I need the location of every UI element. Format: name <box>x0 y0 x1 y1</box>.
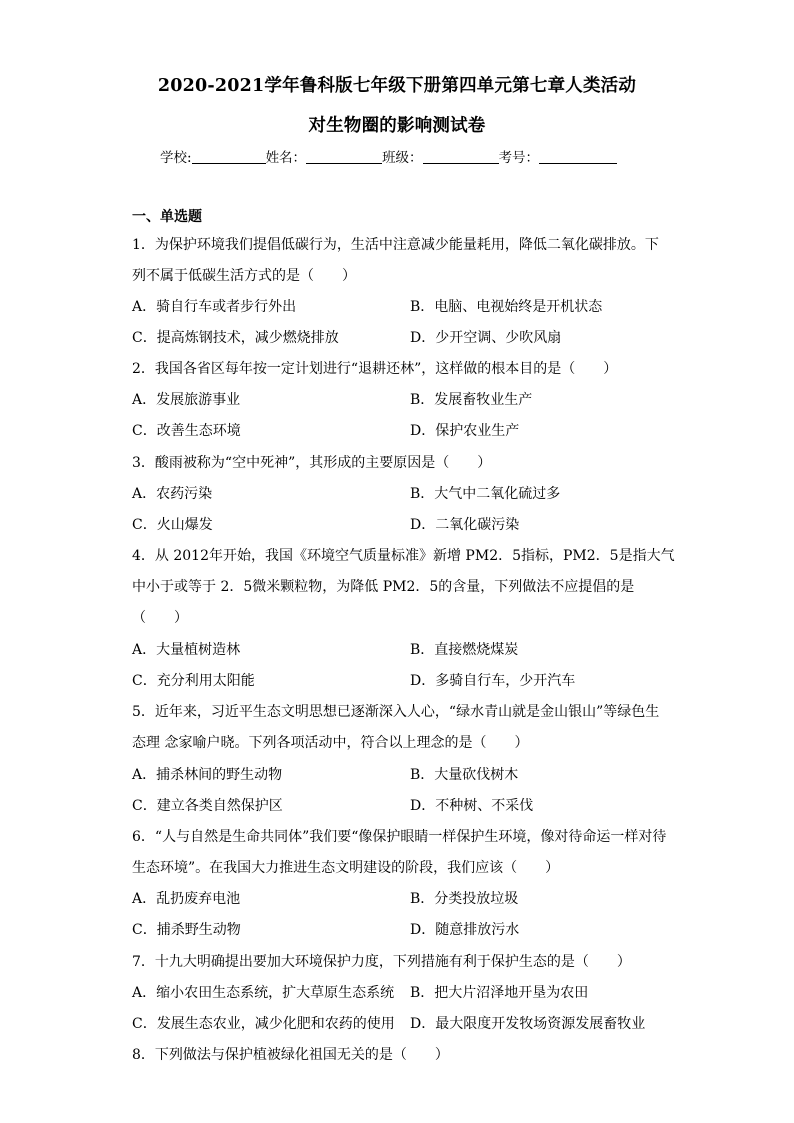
question-3-option-a[interactable]: A．农药污染 <box>132 486 213 502</box>
exam-number-blank[interactable] <box>539 149 617 164</box>
question-6-option-c[interactable]: C．捕杀野生动物 <box>132 922 241 938</box>
question-2-option-b[interactable]: B．发展畜牧业生产 <box>410 392 533 408</box>
question-4-option-a[interactable]: A．大量植树造林 <box>132 642 241 658</box>
question-4-line-3: （ ） <box>132 610 188 626</box>
question-6-option-d[interactable]: D．随意排放污水 <box>410 922 520 938</box>
class-label: 班级： <box>382 150 423 166</box>
school-label: 学校: <box>160 150 192 166</box>
question-3-option-b[interactable]: B．大气中二氧化硫过多 <box>410 486 561 502</box>
exam-number-label: 考号： <box>498 150 540 166</box>
question-7-option-a[interactable]: A．缩小农田生态系统，扩大草原生态系统 <box>132 985 395 1001</box>
question-1-option-d[interactable]: D．少开空调、少吹风扇 <box>410 330 562 346</box>
exam-title-line-1: 2020-2021学年鲁科版七年级下册第四单元第七章人类活动 <box>157 76 637 96</box>
question-2-option-d[interactable]: D．保护农业生产 <box>410 423 520 439</box>
question-7-line-1: 7．十九大明确提出要加大环境保护力度，下列措施有利于保护生态的是（ ） <box>132 954 631 970</box>
question-1-option-a[interactable]: A．骑自行车或者步行外出 <box>132 299 297 315</box>
question-7-option-b[interactable]: B．把大片沼泽地开垦为农田 <box>410 985 589 1001</box>
question-3-option-c[interactable]: C．火山爆发 <box>132 517 213 533</box>
question-3-line-1: 3．酸雨被称为“空中死神”，其形成的主要原因是（ ） <box>132 455 492 471</box>
question-5-option-c[interactable]: C．建立各类自然保护区 <box>132 798 283 814</box>
question-7-option-d[interactable]: D．最大限度开发牧场资源发展畜牧业 <box>410 1016 646 1032</box>
question-8-line-1: 8．下列做法与保护植被绿化祖国无关的是（ ） <box>132 1047 449 1063</box>
question-6-option-b[interactable]: B．分类投放垃圾 <box>410 891 519 907</box>
question-4-line-2: 中小于或等于 2．5微米颗粒物，为降低 PM2．5的含量，下列做法不应提倡的是 <box>132 579 635 595</box>
question-2-option-c[interactable]: C．改善生态环境 <box>132 423 241 439</box>
question-6-option-a[interactable]: A．乱扔废弃电池 <box>132 891 241 907</box>
question-5-line-1: 5．近年来，习近平生态文明思想已逐渐深入人心，“绿水青山就是金山银山”等绿色生 <box>132 704 660 720</box>
question-4-option-d[interactable]: D．多骑自行车，少开汽车 <box>410 673 576 689</box>
class-blank[interactable] <box>423 149 499 164</box>
question-7-option-c[interactable]: C．发展生态农业，减少化肥和农药的使用 <box>132 1016 395 1032</box>
question-6-line-1: 6．“人与自然是生命共同体”我们要“像保护眼睛一样保护生环境，像对待命运一样对待 <box>132 829 667 845</box>
question-4-line-1: 4．从 2012年开始，我国《环境空气质量标准》新增 PM2．5指标，PM2．5是指大气 <box>132 548 675 564</box>
exam-title-line-2: 对生物圈的影响测试卷 <box>308 116 486 136</box>
student-info-row <box>160 146 617 166</box>
question-6-line-2: 生态环境”。在我国大力推进生态文明建设的阶段，我们应该（ ） <box>132 860 560 876</box>
question-1-line-2: 列不属于低碳生活方式的是（ ） <box>132 268 356 284</box>
question-5-option-a[interactable]: A．捕杀林间的野生动物 <box>132 767 283 783</box>
question-2-line-1: 2．我国各省区每年按一定计划进行“退耕还林”，这样做的根本目的是（ ） <box>132 361 618 377</box>
question-4-option-b[interactable]: B．直接燃烧煤炭 <box>410 642 519 658</box>
name-label: 姓名： <box>265 150 307 166</box>
question-5-option-d[interactable]: D．不种树、不采伐 <box>410 798 534 814</box>
section-title: 一、单选题 <box>132 209 202 225</box>
question-5-line-2: 态理 念家喻户晓。下列各项活动中，符合以上理念的是（ ） <box>132 735 529 751</box>
question-2-option-a[interactable]: A．发展旅游事业 <box>132 392 241 408</box>
question-3-option-d[interactable]: D．二氧化碳污染 <box>410 517 520 533</box>
question-1-line-1: 1．为保护环境我们提倡低碳行为，生活中注意减少能量耗用，降低二氧化碳排放。下 <box>132 237 659 253</box>
name-blank[interactable] <box>306 149 382 164</box>
question-4-option-c[interactable]: C．充分利用太阳能 <box>132 673 255 689</box>
question-5-option-b[interactable]: B．大量砍伐树木 <box>410 767 519 783</box>
question-1-option-b[interactable]: B．电脑、电视始终是开机状态 <box>410 299 603 315</box>
school-blank[interactable] <box>192 149 266 164</box>
question-1-option-c[interactable]: C．提高炼钢技术，减少燃烧排放 <box>132 330 339 346</box>
